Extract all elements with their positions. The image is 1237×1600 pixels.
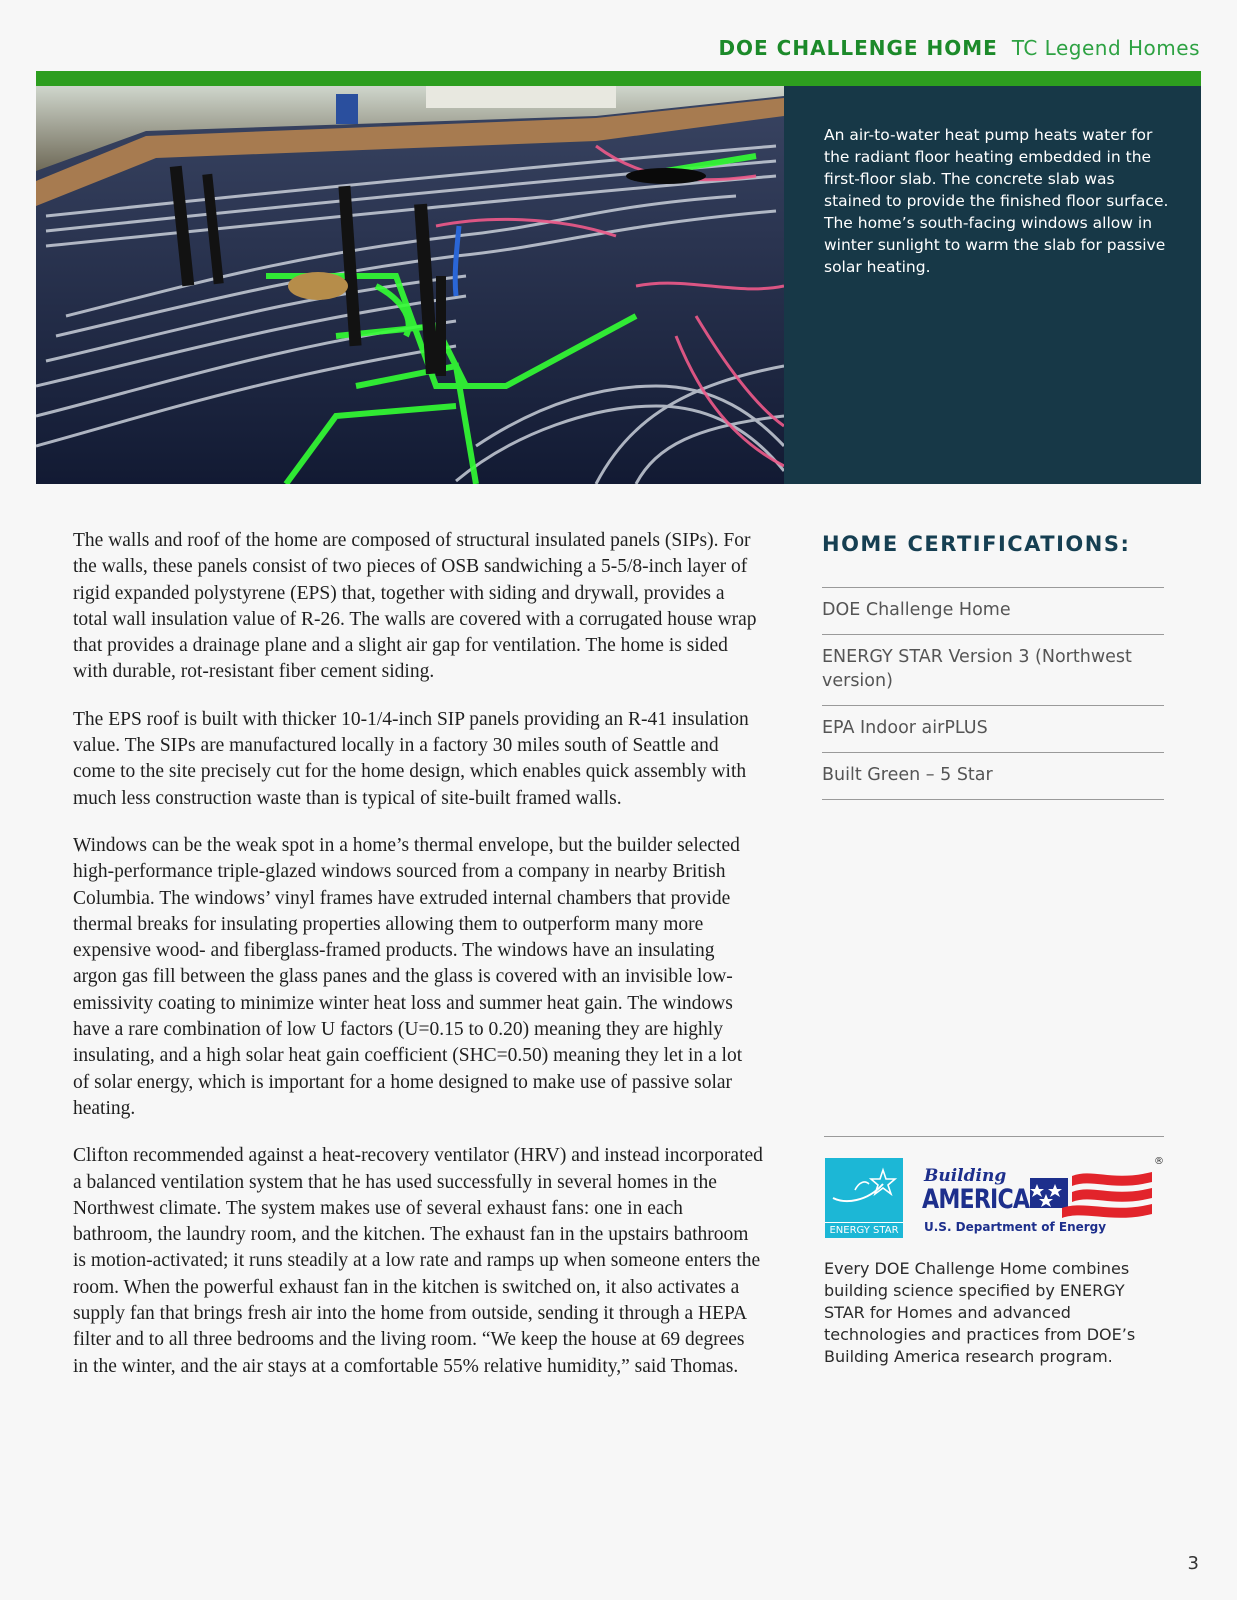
radiant-floor-tubing-photo-icon [36,86,784,484]
body-paragraph: Windows can be the weak spot in a home’s thermal envelope, but the builder selected high-performance triple-glazed windows sourced from a company in nearby British Columbia. The windows’ vinyl frames have extruded internal chambers that provide thermal breaks for insulating properties allowing them to outperform many more expensive wood- and fiberglass-framed products. The windows have an insulating argon gas fill between the glass panes and the glass is covered with an invisible low-emissivity coating to minimize winter heat loss and summer heat gain. The windows have a rare combination of low U factors (U=0.15 to 0.20) meaning they are highly insulating, and a high solar heat gain coefficient (SHC=0.50) meaning they let in a lot of solar energy, which is important for a home designed to make use of passive solar heating. [73,834,743,1119]
body-paragraph: The walls and roof of the home are composed of structural insulated panels (SIPs). For the walls, these panels consist of two pieces of OSB sandwiching a 5-5/8-inch layer of rigid expanded polystyrene (EPS) that, together with siding and drywall, provides a total wall insulation value of R-26. The walls are covered with a corrugated house wrap that provides a drainage plane and a slight air gap for ventilation. The home is sided with durable, rot-resistant fiber cement siding. [73,530,757,683]
energy-star-logo [825,1158,903,1238]
body-paragraph: The EPS roof is built with thicker 10-1/4-inch SIP panels providing an R-41 insulation value. The SIPs are manufactured locally in a factory 30 miles south of Seattle and come to the site precisely cut for the home design, which enables quick assembly with much less construction waste than is typical of site-built framed walls. [73,708,749,809]
body-paragraph: Clifton recommended against a heat-recovery ventilator (HRV) and instead incorporated a balanced ventilation system that he has used successfully in several homes in the Northwest climate. The system makes use of several exhaust fans: one in each bathroom, the laundry room, and the kitchen. The exhaust fan in the upstairs bathroom is motion-activated; it runs steadily at a low rate and ramps up when someone enters the room. When the powerful exhaust fan in the kitchen is switched on, it also activates a supply fan that brings fresh air into the home from outside, sending it through a HEPA filter and to all three bedrooms and the living room. “We keep the house at 69 degrees in the winter, and the air stays at a comfortable 55% relative humidity,” said Thomas. [73,1145,763,1377]
article-body [73,528,763,1401]
certification-item: Built Green – 5 Star [822,753,1164,800]
logo-caption: Every DOE Challenge Home combines building science specified by ENERGY STAR for Homes and advanced technologies and practices from DOE’s Building America research program. [824,1259,1136,1366]
building-america-name: AMERICA [922,1184,1030,1215]
registered-mark: ® [1154,1156,1164,1167]
certification-item: ENERGY STAR Version 3 (Northwest version) [822,635,1164,706]
photo-caption: An air-to-water heat pump heats water for the radiant floor heating embedded in the first-floor slab. The concrete slab was stained to provide the finished floor surface. The home’s south-facing windows allow in winter sunlight to warm the slab for passive solar heating. [824,126,1169,276]
building-america-script: Building [924,1166,1007,1186]
certifications-list [822,587,1164,800]
logo-divider [824,1136,1164,1137]
page-number: 3 [1187,1553,1199,1574]
page-header [718,36,1200,66]
building-america-dept: U.S. Department of Energy [924,1220,1107,1234]
header-builder: TC Legend Homes [1011,36,1200,60]
header-program: DOE CHALLENGE HOME [718,36,998,60]
photo-caption-box [784,86,1201,484]
energy-star-icon [825,1158,903,1216]
header-accent-bar [36,71,1201,86]
certifications-title: HOME CERTIFICATIONS: [822,532,1131,556]
building-america-logo [922,1158,1164,1238]
certification-item: EPA Indoor airPLUS [822,706,1164,753]
radiant-floor-photo [36,86,784,484]
energy-star-label: ENERGY STAR [825,1222,903,1236]
certification-item: DOE Challenge Home [822,588,1164,635]
flag-icon [1022,1168,1157,1224]
